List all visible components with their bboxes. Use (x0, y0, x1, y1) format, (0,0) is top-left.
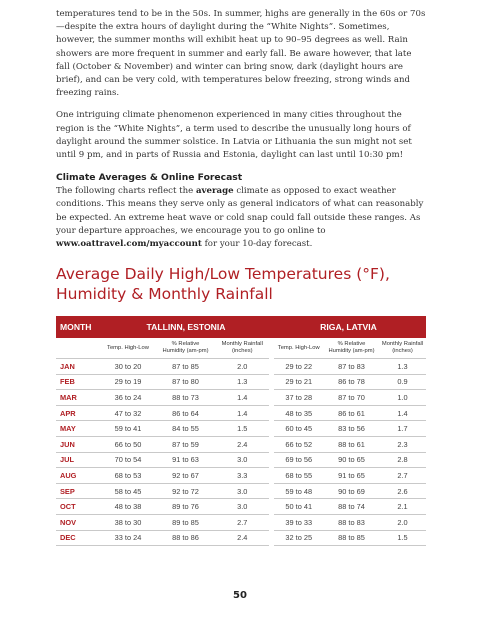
table-cell: 2.4 (216, 530, 271, 546)
table-cell: 2.7 (216, 514, 271, 530)
table-cell: 37 to 28 (271, 390, 324, 406)
table-cell: 33 to 24 (101, 530, 155, 546)
table-cell: 70 to 54 (101, 452, 155, 468)
table-cell: 29 to 21 (271, 374, 324, 390)
table-cell: 2.6 (379, 483, 426, 499)
humidity-label-line-1: % Relative (337, 341, 366, 347)
table-cell: 48 to 35 (271, 405, 324, 421)
rainfall-label-line-1: Monthly Rainfall (381, 341, 424, 347)
table-row (56, 359, 426, 375)
month-cell: FEB (56, 374, 101, 390)
rainfall-label-line-2: (inches) (231, 348, 253, 354)
table-cell: 89 to 76 (155, 499, 216, 515)
month-cell: MAY (56, 421, 101, 437)
table-cell: 87 to 85 (155, 359, 216, 375)
subheader-humidity-riga (324, 338, 379, 359)
table-cell: 39 to 33 (271, 514, 324, 530)
table-cell: 83 to 56 (324, 421, 379, 437)
humidity-label-line-2: Humidity (am-pm) (162, 348, 209, 354)
table-cell: 2.0 (216, 359, 271, 375)
table-cell: 88 to 61 (324, 436, 379, 452)
table-body (56, 359, 426, 546)
table-cell: 58 to 45 (101, 483, 155, 499)
table-cell: 87 to 59 (155, 436, 216, 452)
climate-table (56, 316, 426, 546)
table-cell: 1.0 (379, 390, 426, 406)
forecast-text-3: for your 10-day forecast. (201, 239, 313, 250)
table-title (56, 264, 426, 304)
table-cell: 0.9 (379, 374, 426, 390)
table-cell: 87 to 70 (324, 390, 379, 406)
table-cell: 1.7 (379, 421, 426, 437)
average-emphasis: average (195, 186, 234, 197)
table-cell: 2.4 (216, 436, 271, 452)
table-cell: 86 to 64 (155, 405, 216, 421)
subheader-humidity-tallinn (155, 338, 216, 359)
table-cell: 92 to 72 (155, 483, 216, 499)
month-cell: APR (56, 405, 101, 421)
table-row (56, 483, 426, 499)
table-cell: 3.3 (216, 468, 271, 484)
forecast-link[interactable]: www.oattravel.com/myaccount (56, 239, 202, 250)
page-body (56, 8, 426, 304)
table-row (56, 468, 426, 484)
table-cell: 2.7 (379, 468, 426, 484)
table-header-band (56, 316, 426, 338)
paragraph-forecast (56, 185, 426, 251)
month-column-header: MONTH (56, 316, 101, 338)
paragraph-seasonal-temperatures: temperatures tend to be in the 50s. In summer, highs are generally in the 60s or 70s—despite the extra hours of daylight during the “White Nights”. Sometimes, however, the summer months will exhibit heat up to 90–95 degrees as well. Rain showers are more frequent in summer and early fall. Be aware however, that late fall (October & November) and winter can bring snow, dark (daylight hours are brief), and can be very cold, with temperatures below freezing, strong winds and freezing rains. (56, 9, 426, 99)
month-cell: OCT (56, 499, 101, 515)
table-cell: 2.1 (379, 499, 426, 515)
table-cell: 29 to 22 (271, 359, 324, 375)
section-heading-climate: Climate Averages & Online Forecast (56, 172, 243, 184)
table-row (56, 514, 426, 530)
table-cell: 1.3 (216, 374, 271, 390)
table-cell: 59 to 41 (101, 421, 155, 437)
month-cell: DEC (56, 530, 101, 546)
table-cell: 2.3 (379, 436, 426, 452)
forecast-text-1: The following charts reflect the (56, 186, 196, 197)
table-row (56, 374, 426, 390)
table-row (56, 405, 426, 421)
page-number: 50 (233, 590, 247, 601)
table-title-line-1: Average Daily High/Low Temperatures (°F), (56, 265, 390, 284)
table-row (56, 499, 426, 515)
table-cell: 87 to 83 (324, 359, 379, 375)
rainfall-label-line-2: (inches) (392, 348, 413, 354)
subheader-temp-tallinn: Temp. High-Low (101, 338, 155, 359)
table-cell: 3.0 (216, 452, 271, 468)
table-cell: 3.0 (216, 499, 271, 515)
table-row (56, 421, 426, 437)
table-cell: 66 to 52 (271, 436, 324, 452)
table-cell: 88 to 85 (324, 530, 379, 546)
subheader-empty (56, 338, 101, 359)
table-cell: 68 to 55 (271, 468, 324, 484)
month-cell: SEP (56, 483, 101, 499)
table-cell: 88 to 83 (324, 514, 379, 530)
table-cell: 32 to 25 (271, 530, 324, 546)
table-cell: 68 to 53 (101, 468, 155, 484)
table-title-line-2: Humidity & Monthly Rainfall (56, 285, 273, 304)
table-cell: 87 to 80 (155, 374, 216, 390)
table-cell: 92 to 67 (155, 468, 216, 484)
table-cell: 36 to 24 (101, 390, 155, 406)
table-cell: 2.0 (379, 514, 426, 530)
table-cell: 1.4 (216, 405, 271, 421)
table-cell: 69 to 56 (271, 452, 324, 468)
table-cell: 84 to 55 (155, 421, 216, 437)
table-cell: 1.5 (216, 421, 271, 437)
table-cell: 90 to 69 (324, 483, 379, 499)
rainfall-label-line-1: Monthly Rainfall (221, 341, 263, 347)
table-cell: 91 to 63 (155, 452, 216, 468)
table-cell: 88 to 74 (324, 499, 379, 515)
month-cell: NOV (56, 514, 101, 530)
table-cell: 2.8 (379, 452, 426, 468)
table-row (56, 530, 426, 546)
city-header-riga: RIGA, LATVIA (271, 316, 426, 338)
month-cell: JUN (56, 436, 101, 452)
paragraph-white-nights: One intriguing climate phenomenon experienced in many cities throughout the region is the “White Nights”, a term used to describe the unusually long hours of daylight around the summer solstice. In Latvia or Lithuania the sun might not set until 9 pm, and in parts of Russia and Estonia, daylight can last until 10:30 pm! (56, 110, 412, 161)
table-cell: 1.4 (216, 390, 271, 406)
city-header-tallinn: TALLINN, ESTONIA (101, 316, 271, 338)
table-cell: 47 to 32 (101, 405, 155, 421)
table-cell: 89 to 85 (155, 514, 216, 530)
table-cell: 38 to 30 (101, 514, 155, 530)
table-cell: 88 to 73 (155, 390, 216, 406)
month-cell: MAR (56, 390, 101, 406)
table-cell: 29 to 19 (101, 374, 155, 390)
table-cell: 86 to 61 (324, 405, 379, 421)
humidity-label-line-1: % Relative (171, 341, 200, 347)
table-cell: 50 to 41 (271, 499, 324, 515)
table-row (56, 390, 426, 406)
subheader-rainfall-tallinn (216, 338, 271, 359)
table-cell: 30 to 20 (101, 359, 155, 375)
table-cell: 91 to 65 (324, 468, 379, 484)
table-row (56, 452, 426, 468)
month-cell: JAN (56, 359, 101, 375)
table-cell: 48 to 38 (101, 499, 155, 515)
month-cell: JUL (56, 452, 101, 468)
table-cell: 90 to 65 (324, 452, 379, 468)
table-cell: 1.3 (379, 359, 426, 375)
subheader-rainfall-riga (379, 338, 426, 359)
month-cell: AUG (56, 468, 101, 484)
forecast-text-2: climate as opposed to exact weather conditions. This means they serve only as general indicators of what can reasonably be expected. An extreme heat wave or cold snap could fall outside these ranges. As your departure approaches, we encourage you to go online to (56, 186, 424, 236)
table-subheader-row (56, 338, 426, 359)
table-cell: 59 to 48 (271, 483, 324, 499)
humidity-label-line-2: Humidity (am-pm) (328, 348, 375, 354)
table-cell: 1.5 (379, 530, 426, 546)
subheader-temp-riga: Temp. High-Low (271, 338, 324, 359)
table-cell: 88 to 86 (155, 530, 216, 546)
table-row (56, 436, 426, 452)
table-cell: 1.4 (379, 405, 426, 421)
table-cell: 86 to 78 (324, 374, 379, 390)
table-cell: 66 to 50 (101, 436, 155, 452)
table-cell: 3.0 (216, 483, 271, 499)
table-cell: 60 to 45 (271, 421, 324, 437)
